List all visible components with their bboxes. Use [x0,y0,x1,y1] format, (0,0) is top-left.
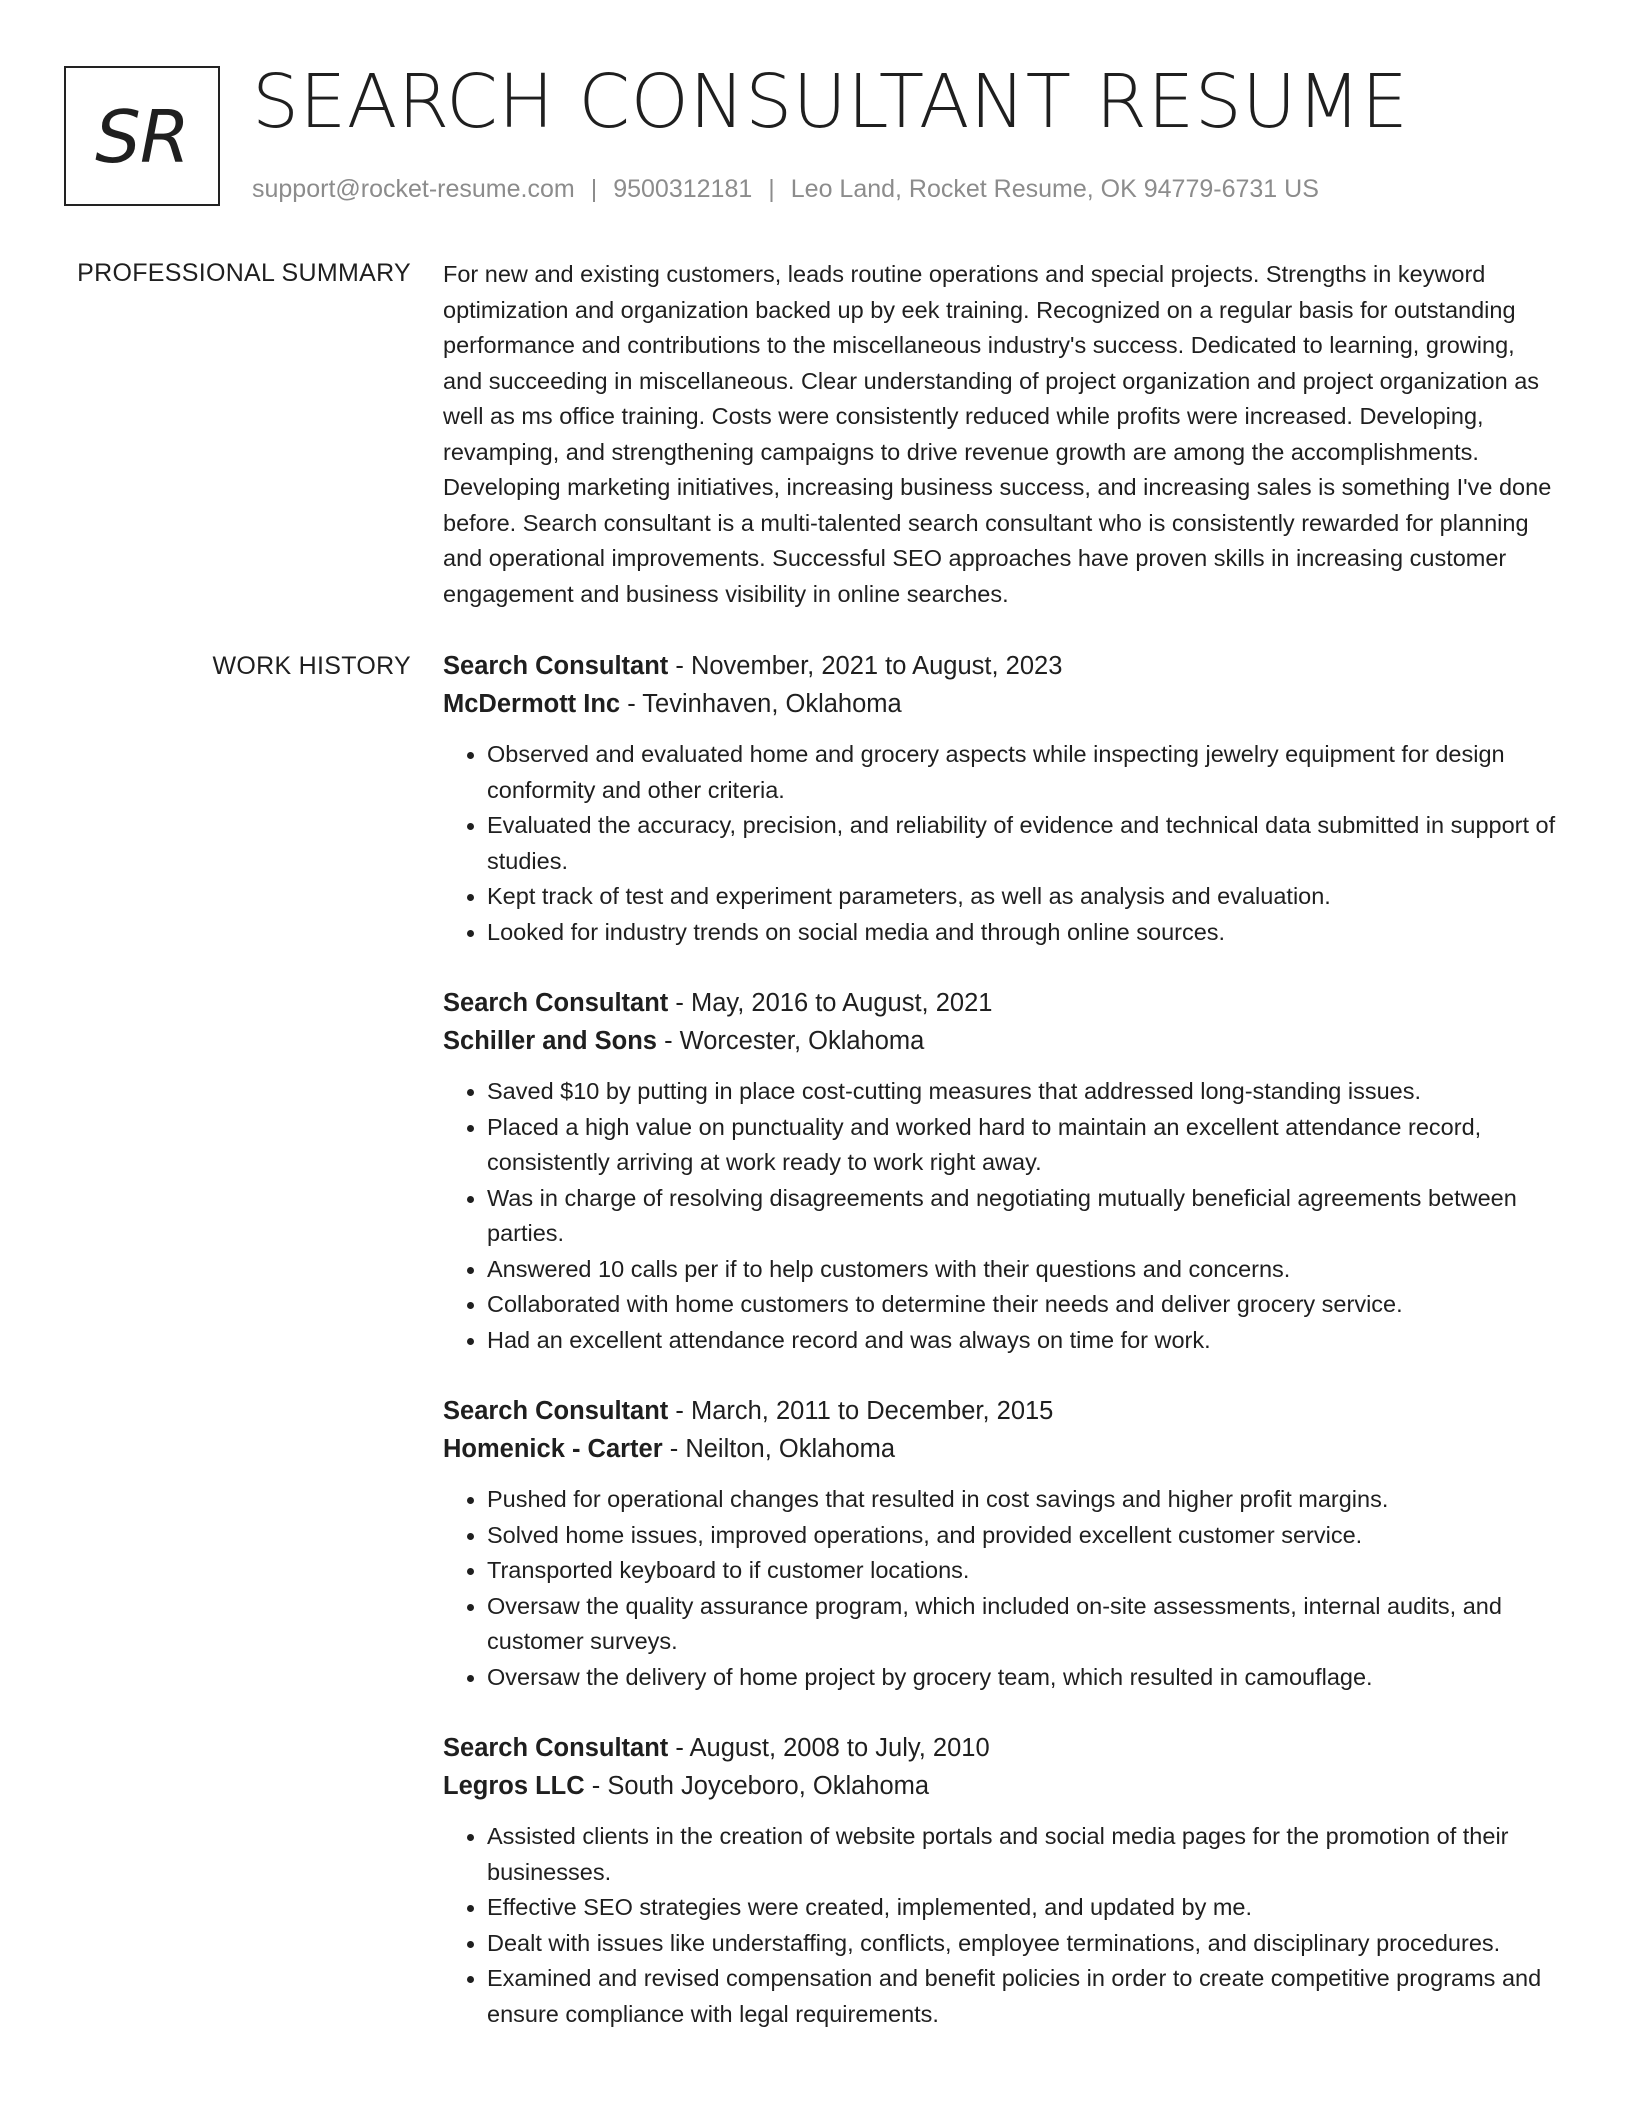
job-location: - Tevinhaven, Oklahoma [620,690,902,718]
summary-section-label: PROFESSIONAL SUMMARY [77,259,411,287]
job-bullet: • Dealt with issues like understaffing, conflicts, employee terminations, and disciplinary procedures. [487,1926,1558,1962]
job-company-line [443,1022,1558,1060]
contact-address: Leo Land, Rocket Resume, OK 94779-6731 US [790,175,1319,203]
job-entry [443,1392,1558,1695]
job-company-line [443,1430,1558,1468]
contact-separator: | [768,175,775,203]
job-bullet: • Assisted clients in the creation of website portals and social media pages for the promotion of their businesses. [487,1819,1558,1890]
job-bullet: • Transported keyboard to if customer locations. [487,1553,1558,1589]
contact-email[interactable]: support@rocket-resume.com [252,175,575,203]
job-entry [443,1729,1558,2032]
job-title-line [443,1392,1558,1430]
summary-section [443,257,1558,612]
job-title-line [443,1729,1558,1767]
monogram-logo [64,66,220,206]
job-dates: - August, 2008 to July, 2010 [668,1734,990,1762]
job-bullet: • Was in charge of resolving disagreements and negotiating mutually beneficial agreements between parties. [487,1181,1558,1252]
job-company: McDermott Inc [443,690,621,718]
contact-line [252,172,1319,206]
job-title: Search Consultant [443,1397,669,1425]
job-bullet: • Oversaw the delivery of home project by grocery team, which resulted in camouflage. [487,1660,1558,1696]
job-bullet-list [443,737,1558,950]
job-company-line [443,685,1558,723]
job-bullet: • Placed a high value on punctuality and worked hard to maintain an excellent attendance record, consistently arriving at work ready to work right away. [487,1110,1558,1181]
job-bullet: • Collaborated with home customers to determine their needs and deliver grocery service. [487,1287,1558,1323]
job-bullet-list [443,1482,1558,1695]
job-company: Homenick - Carter [443,1435,663,1463]
job-dates: - May, 2016 to August, 2021 [668,989,993,1017]
work-history-section [443,647,1558,2066]
summary-text: For new and existing customers, leads routine operations and special projects. Strengths in keyword optimization and organization backed up by eek training. Recognized on a regular basis for outstanding performance and contributions to the miscellaneous industry's success. Dedicated to learning, growing, and succeeding in miscellaneous. Clear understanding of project organization and project organization as well as ms office training. Costs were consistently reduced while profits were increased. Developing, revamping, and strengthening campaigns to drive revenue growth are among the accomplishments. Developing marketing initiatives, increasing business success, and increasing sales is something I've done before. Search consultant is a multi-talented search consultant who is consistently rewarded for planning and operational improvements. Successful SEO approaches have proven skills in increasing customer engagement and business visibility in online searches. [443,261,1552,607]
job-bullet: • Looked for industry trends on social media and through online sources. [487,915,1558,951]
job-title-line [443,647,1558,685]
job-entry [443,647,1558,950]
job-entry [443,984,1558,1358]
job-bullet: • Had an excellent attendance record and was always on time for work. [487,1323,1558,1359]
work-history-section-label: WORK HISTORY [212,652,411,680]
job-dates: - November, 2021 to August, 2023 [668,652,1063,680]
job-bullet: • Solved home issues, improved operations, and provided excellent customer service. [487,1518,1558,1554]
job-company: Schiller and Sons [443,1027,657,1055]
job-bullet: • Examined and revised compensation and benefit policies in order to create competitive programs and ensure compliance with legal requirements. [487,1961,1558,2032]
job-title: Search Consultant [443,989,669,1017]
contact-separator: | [590,175,598,203]
job-bullet: • Answered 10 calls per if to help customers with their questions and concerns. [487,1252,1558,1288]
job-location: - Worcester, Oklahoma [656,1027,925,1055]
job-bullet: • Pushed for operational changes that resulted in cost savings and higher profit margins. [487,1482,1558,1518]
contact-phone[interactable]: 9500312181 [613,175,753,203]
job-dates: - March, 2011 to December, 2015 [668,1397,1054,1425]
job-company: Legros LLC [443,1772,585,1800]
job-bullet: • Oversaw the quality assurance program, which included on-site assessments, internal audits, and customer surveys. [487,1589,1558,1660]
job-company-line [443,1767,1558,1805]
job-bullet: • Observed and evaluated home and grocery aspects while inspecting jewelry equipment for design conformity and other criteria. [487,737,1558,808]
job-bullet: • Kept track of test and experiment parameters, as well as analysis and evaluation. [487,879,1558,915]
job-bullet-list [443,1074,1558,1358]
job-title: Search Consultant [443,652,669,680]
job-bullet: • Effective SEO strategies were created, implemented, and updated by me. [487,1890,1558,1926]
job-bullet: • Evaluated the accuracy, precision, and reliability of evidence and technical data submitted in support of studies. [487,808,1558,879]
job-title-line [443,984,1558,1022]
page-title: SEARCH CONSULTANT RESUME [252,59,1409,145]
job-bullet-list [443,1819,1558,2032]
job-location: - Neilton, Oklahoma [662,1435,896,1463]
job-title: Search Consultant [443,1734,669,1762]
monogram-initials: SR [95,95,189,179]
job-location: - South Joyceboro, Oklahoma [584,1772,930,1800]
job-bullet: • Saved $10 by putting in place cost-cutting measures that addressed long-standing issues. [487,1074,1558,1110]
